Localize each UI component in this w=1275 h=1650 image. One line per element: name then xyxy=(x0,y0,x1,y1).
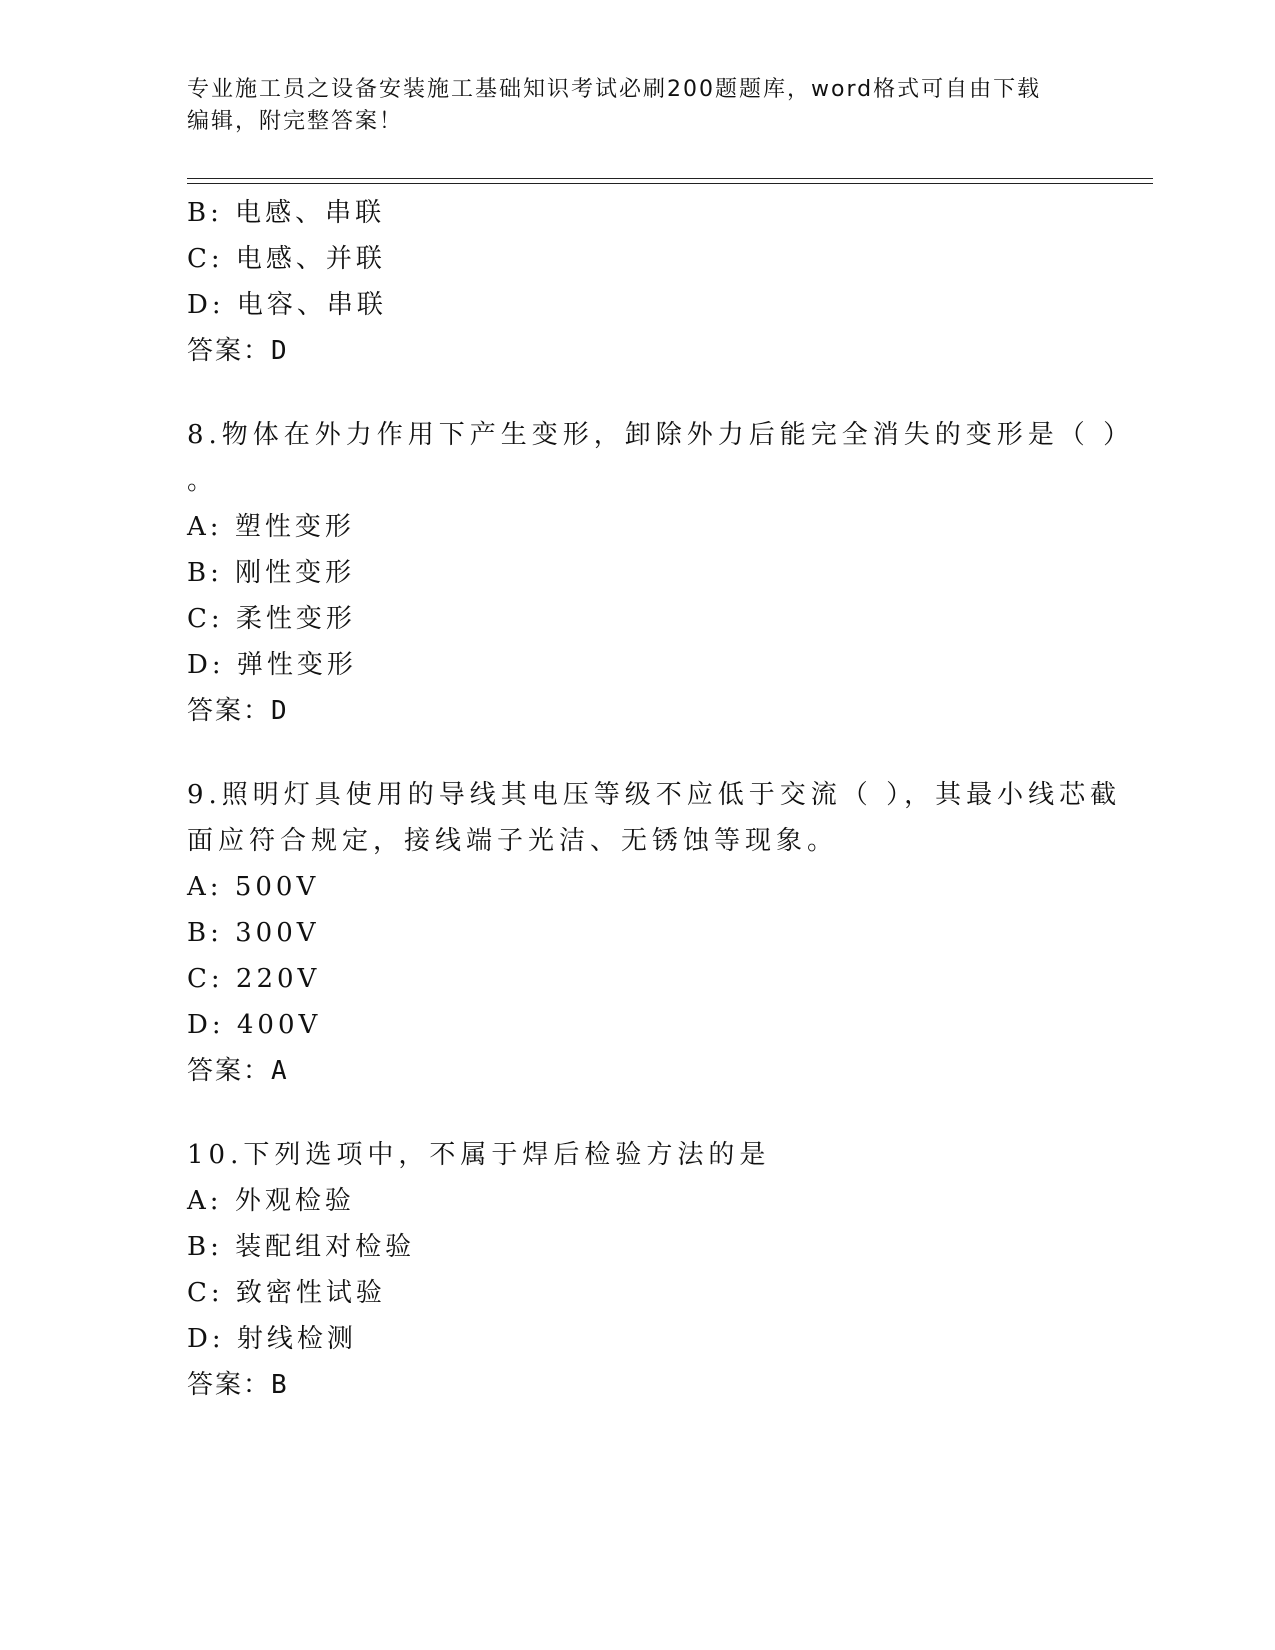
option-label: B: xyxy=(187,1232,223,1262)
option-label: A: xyxy=(187,1186,223,1216)
option-c xyxy=(187,956,1087,1002)
option-text: 射线检测 xyxy=(236,1324,357,1354)
option-b xyxy=(187,190,1087,236)
option-label: D: xyxy=(187,1010,225,1040)
option-text: 电容、串联 xyxy=(236,290,387,320)
option-d xyxy=(187,642,1087,688)
answer-line: 答案：D xyxy=(187,696,289,726)
option-text: 柔性变形 xyxy=(235,604,356,634)
option-text: 500V xyxy=(234,872,320,902)
question-stem: 8.物体在外力作用下产生变形，卸除外力后能完全消失的变形是（ ） xyxy=(187,420,1135,450)
option-a xyxy=(187,504,1087,550)
option-b xyxy=(187,910,1087,956)
question-stem: 10.下列选项中，不属于焊后检验方法的是 xyxy=(187,1140,771,1170)
document-header xyxy=(187,74,1067,138)
header-title-line2: 编辑，附完整答案！ xyxy=(187,109,404,134)
option-text: 装配组对检验 xyxy=(235,1232,416,1262)
option-label: C: xyxy=(187,244,224,274)
option-label: D: xyxy=(187,650,225,680)
option-text: 外观检验 xyxy=(234,1186,355,1216)
option-d xyxy=(187,1316,1087,1362)
question-7-tail xyxy=(187,190,1087,374)
question-stem-continued: 。 xyxy=(187,466,219,496)
option-label: A: xyxy=(187,512,223,542)
option-a xyxy=(187,864,1087,910)
option-c xyxy=(187,236,1087,282)
header-divider-bottom xyxy=(187,183,1153,184)
answer-line: 答案：B xyxy=(187,1370,289,1400)
question-stem-continued: 面应符合规定，接线端子光洁、无锈蚀等现象。 xyxy=(187,826,839,856)
header-title-line1: 专业施工员之设备安装施工基础知识考试必刷200题题库，word格式可自由下载 xyxy=(187,77,1042,102)
option-label: D: xyxy=(187,1324,225,1354)
option-label: B: xyxy=(187,558,223,588)
question-10 xyxy=(187,1132,1087,1408)
option-text: 300V xyxy=(235,918,320,948)
option-text: 220V xyxy=(235,964,321,994)
option-label: A: xyxy=(187,872,223,902)
option-b xyxy=(187,550,1087,596)
option-text: 致密性试验 xyxy=(235,1278,386,1308)
option-label: C: xyxy=(187,964,224,994)
option-d xyxy=(187,282,1087,328)
option-text: 弹性变形 xyxy=(236,650,357,680)
option-c xyxy=(187,1270,1087,1316)
option-text: 电感、串联 xyxy=(235,198,386,228)
option-label: C: xyxy=(187,1278,224,1308)
option-label: B: xyxy=(187,918,223,948)
option-b xyxy=(187,1224,1087,1270)
option-d xyxy=(187,1002,1087,1048)
option-text: 塑性变形 xyxy=(234,512,355,542)
option-label: C: xyxy=(187,604,224,634)
question-8 xyxy=(187,412,1135,734)
option-c xyxy=(187,596,1087,642)
header-divider-top xyxy=(187,178,1153,179)
answer-line: 答案：D xyxy=(187,336,289,366)
option-text: 400V xyxy=(236,1010,322,1040)
answer-line: 答案：A xyxy=(187,1056,289,1086)
option-a xyxy=(187,1178,1087,1224)
question-stem: 9.照明灯具使用的导线其电压等级不应低于交流（ ），其最小线芯截 xyxy=(187,780,1122,810)
option-label: D: xyxy=(187,290,225,320)
question-list xyxy=(187,190,1135,1408)
question-9 xyxy=(187,772,1122,1094)
option-text: 电感、并联 xyxy=(235,244,386,274)
option-text: 刚性变形 xyxy=(235,558,356,588)
option-label: B: xyxy=(187,198,223,228)
